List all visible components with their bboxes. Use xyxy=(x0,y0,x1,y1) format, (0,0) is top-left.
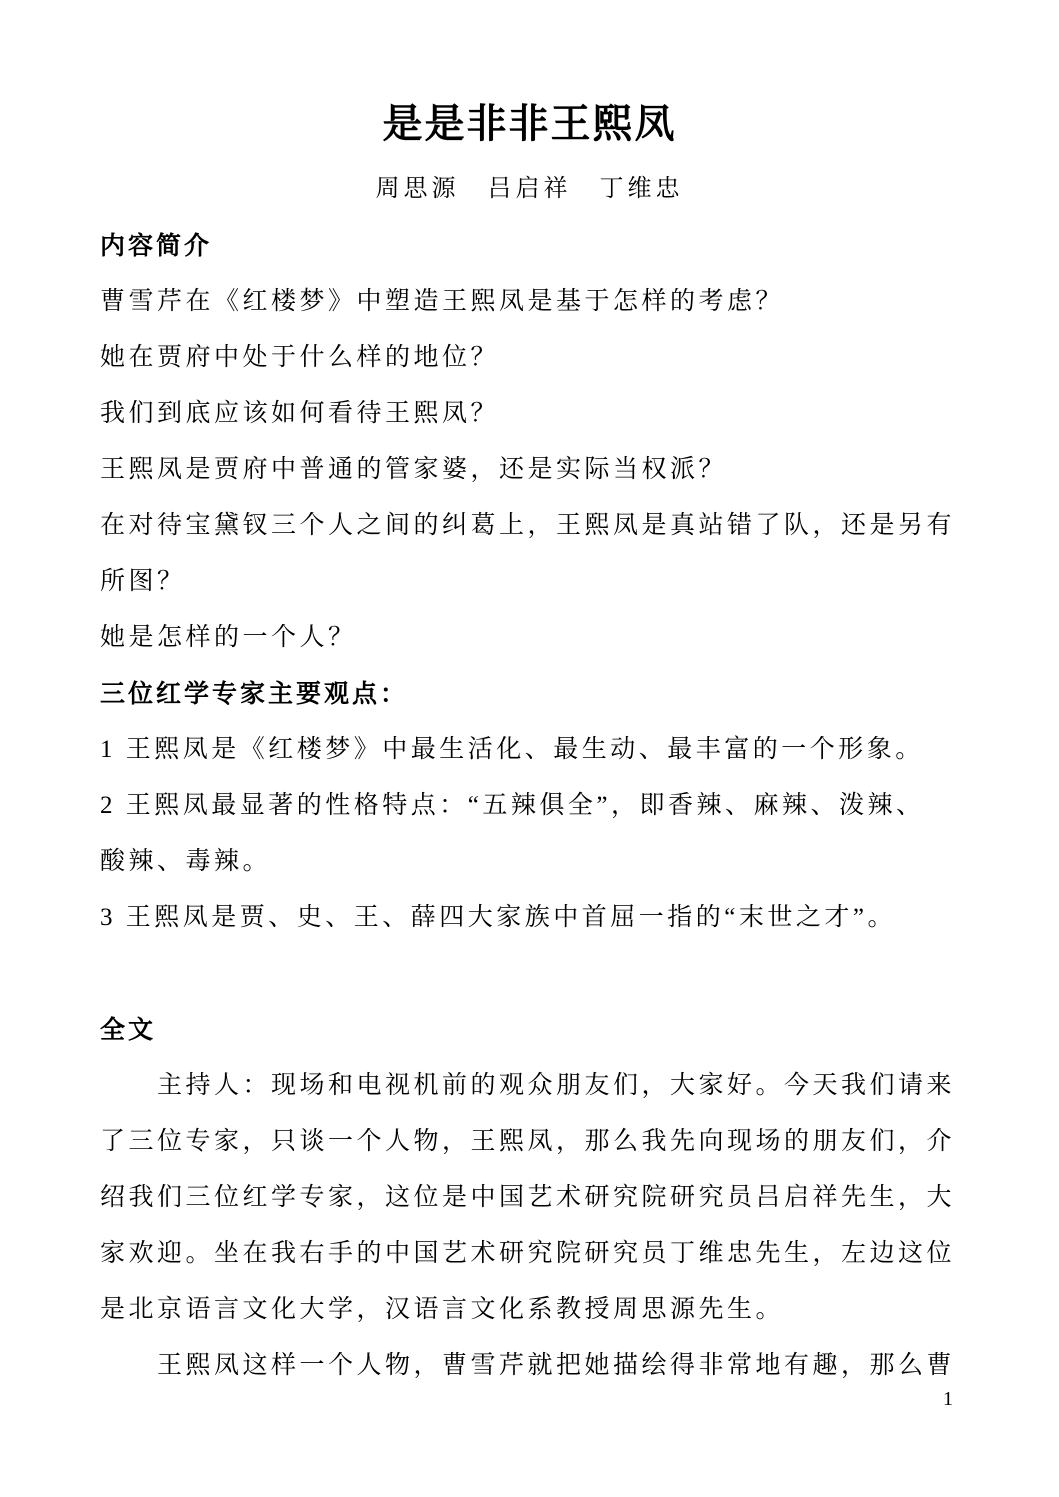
text-line: 在对待宝黛钗三个人之间的纠葛上，王熙凤是真站错了队，还是另有 xyxy=(100,512,956,539)
page-number: 1 xyxy=(943,1388,953,1410)
text-line: 2 王熙凤最显著的性格特点：“五辣俱全”，即香辣、麻辣、泼辣、 xyxy=(100,792,925,819)
section-heading: 全文 xyxy=(100,1016,157,1044)
document-title: 是是非非王熙凤 xyxy=(382,102,677,146)
text-line: 王熙凤是贾府中普通的管家婆，还是实际当权派？ xyxy=(100,456,728,483)
text-line: 她在贾府中处于什么样的地位？ xyxy=(100,344,500,371)
text-line: 她是怎样的一个人？ xyxy=(100,624,357,651)
text-line: 我们到底应该如何看待王熙凤？ xyxy=(100,400,500,427)
document-body xyxy=(100,218,960,1394)
text-line: 3 王熙凤是贾、史、王、薛四大家族中首屈一指的“末世之才”。 xyxy=(100,904,896,931)
text-line: 所图？ xyxy=(100,568,186,595)
section-heading: 三位红学专家主要观点： xyxy=(100,680,409,708)
authors-line: 周思源 吕启祥 丁维忠 xyxy=(375,176,684,202)
text-line: 了三位专家，只谈一个人物，王熙凤，那么我先向现场的朋友们，介 xyxy=(100,1128,956,1155)
text-line: 王熙凤这样一个人物，曹雪芹就把她描绘得非常地有趣，那么曹 xyxy=(157,1352,956,1379)
text-line: 酸辣、毒辣。 xyxy=(100,848,272,875)
text-line: 家欢迎。坐在我右手的中国艺术研究院研究员丁维忠先生，左边这位 xyxy=(100,1240,956,1267)
text-line: 曹雪芹在《红楼梦》中塑造王熙凤是基于怎样的考虑？ xyxy=(100,288,785,315)
text-line: 主持人：现场和电视机前的观众朋友们，大家好。今天我们请来 xyxy=(157,1072,956,1099)
text-line: 绍我们三位红学专家，这位是中国艺术研究院研究员吕启祥先生，大 xyxy=(100,1184,956,1211)
text-line: 是北京语言文化大学，汉语言文化系教授周思源先生。 xyxy=(100,1296,785,1323)
section-heading: 内容简介 xyxy=(100,232,213,260)
text-line: 1 王熙凤是《红楼梦》中最生活化、最生动、最丰富的一个形象。 xyxy=(100,736,924,763)
